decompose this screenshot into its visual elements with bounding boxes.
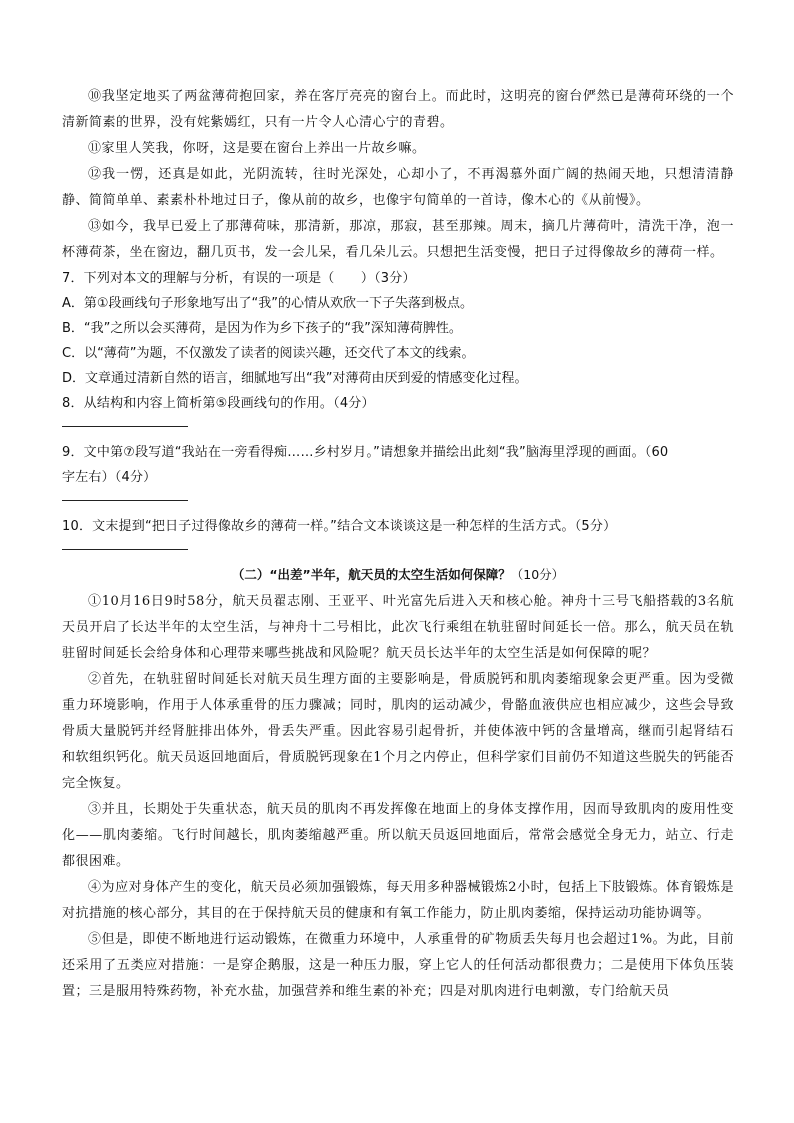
passage2-paragraph-4: ④为应对身体产生的变化，航天员必须加强锻炼，每天用多种器械锻炼2小时，包括上下肢锻炼。体育锻炼是对抗措施的核心部分，其目的在于保持航天员的健康和有氧工作能力，防止肌肉萎缩，保持运动功能协调等。 — [62, 880, 734, 921]
question-8-stem: 8．从结构和内容上简析第⑤段画线句的作用。（4分） — [62, 396, 375, 411]
question-7 — [62, 266, 734, 391]
question-10-stem: 10．文末提到“把日子过得像故乡的薄荷一样。”结合文本谈谈这是一种怎样的生活方式。（5分） — [62, 519, 617, 534]
question-7-stem: 7．下列对本文的理解与分析，有误的一项是（ ）（3分） — [62, 271, 416, 286]
question-7-option-d[interactable]: D．文章通过清新自然的语言，细腻地写出“我”对薄荷由厌到爱的情感变化过程。 — [62, 371, 528, 386]
question-8 — [62, 391, 734, 436]
passage2-paragraph-5: ⑤但是，即使不断地进行运动锻炼，在微重力环境中，人承重骨的矿物质丢失每月也会超过1%。为此，目前还采用了五类应对措施：一是穿企鹅服，这是一种压力服，穿上它人的任何活动都很费力；二是使用下体负压装置；三是服用特殊药物，补充水盐，加强营养和维生素的补充；四是对肌肉进行电刺激，专门给航天员 — [62, 932, 734, 999]
passage2-paragraph-2: ②首先，在轨驻留时间延长对航天员生理方面的主要影响是，骨质脱钙和肌肉萎缩现象会更严重。因为受微重力环境影响，作用于人体承重骨的压力骤减；同时，肌肉的运动减少，骨骼血液供应也相应减少，这些会导致骨质大量脱钙并经肾脏排出体外，骨丢失严重。因此容易引起骨折，并使体液中钙的含量增高，继而引起肾结石和软组织钙化。航天员返回地面后，骨质脱钙现象在1个月之内停止，但科学家们目前仍不知道这些脱失的钙能否完全恢复。 — [62, 672, 734, 791]
question-9-stem-line2: 字左右）（4分） — [62, 470, 157, 485]
question-7-option-a[interactable]: A．第①段画线句子形象地写出了“我”的心情从欢欣一下子失落到极点。 — [62, 296, 474, 311]
passage1-paragraph-11: ⑪家里人笑我，你呀，这是要在窗台上养出一片故乡嘛。 — [88, 141, 426, 156]
passage2-title-text: （二）“出差”半年，航天员的太空生活如何保障？ — [231, 567, 511, 582]
passage2-paragraph-3: ③并且，长期处于失重状态，航天员的肌肉不再发挥像在地面上的身体支撑作用，因而导致肌肉的废用性变化——肌肉萎缩。飞行时间越长，肌肉萎缩越严重。所以航天员返回地面后，常常会感觉全身无力，站立、行走都很困难。 — [62, 802, 734, 869]
question-7-option-b[interactable]: B．“我”之所以会买薄荷，是因为作为乡下孩子的“我”深知薄荷脾性。 — [62, 321, 462, 336]
passage1-paragraph-12: ⑫我一愣，还真是如此，光阴流转，往时光深处，心却小了，不再渴慕外面广阔的热闹天地，只想清清静静、简简单单、素素朴朴地过日子，像从前的故乡，也像宇句简单的一首诗，像木心的《从前慢》。 — [62, 167, 734, 208]
question-10-answer-line[interactable] — [62, 539, 734, 559]
question-7-option-c[interactable]: C．以“薄荷”为题，不仅激发了读者的阅读兴趣，还交代了本文的线索。 — [62, 346, 475, 361]
passage2-paragraph-1: ①10月16日9时58分，航天员翟志刚、王亚平、叶光富先后进入天和核心舱。神舟十三号飞船搭载的3名航天员开启了长达半年的太空生活，与神舟十二号相比，此次飞行乘组在轨驻留时间延长一倍。那么，航天员在轨驻留时间延长会给身体和心理带来哪些挑战和风险呢？航天员长达半年的太空生活是如何保障的呢？ — [62, 594, 734, 661]
passage1-paragraph-10: ⑩我坚定地买了两盆薄荷抱回家，养在客厅亮亮的窗台上。而此时，这明亮的窗台俨然已是薄荷环绕的一个清新简素的世界，没有姹紫嫣红，只有一片令人心清心宁的青碧。 — [62, 89, 734, 130]
exam-page — [62, 84, 734, 1005]
passage2-title — [62, 563, 734, 587]
question-9 — [62, 440, 734, 510]
passage2-title-score: （10分） — [510, 567, 565, 582]
passage1-paragraph-13: ⑬如今，我早已爱上了那薄荷味，那清新，那凉，那寂，甚至那辣。周末，摘几片薄荷叶，清洗干净，泡一杯薄荷茶，坐在窗边，翻几页书，发一会儿呆，看几朵儿云。只想把生活变慢，把日子过得像故乡的薄荷一样。 — [62, 219, 734, 260]
question-9-answer-line[interactable] — [62, 490, 734, 510]
question-10 — [62, 514, 734, 559]
question-8-answer-line[interactable] — [62, 416, 734, 436]
question-9-stem-line1: 9．文中第⑦段写道“我站在一旁看得痴……乡村岁月。”请想象并描绘出此刻“我”脑海里浮现的画面。（60 — [62, 445, 669, 460]
